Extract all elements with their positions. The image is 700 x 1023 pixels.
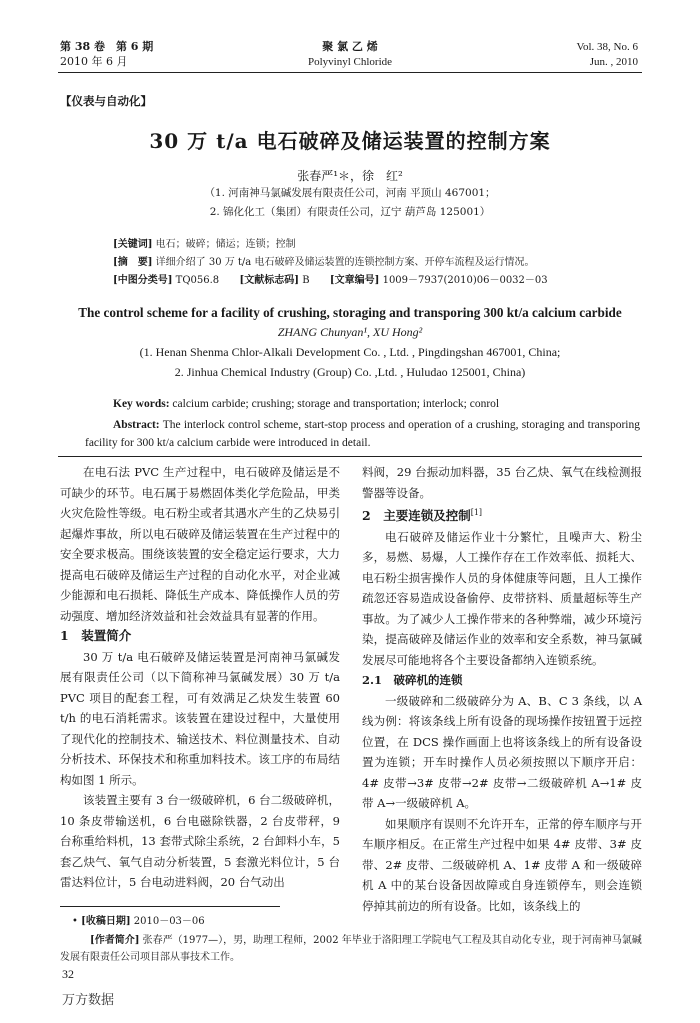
footnote-received (72, 914, 642, 929)
intro-paragraph: 在电石法 PVC 生产过程中，电石破碎及储运是不可缺少的环节。电石属于易燃固体类化学危险品，甲类火灾危险性等级。电石粉尘或者其遇水产生的乙炔易引起爆炸事故，所以电石破碎及储运装置在生产过程中的安全要求极高。围绕该装置的安全稳定运行要求，大力提高电石破碎及储运生产过程的自动化水平，对企业减少能源和电石损耗、降低生产成本、降低操作人员的劳动强度、增加经济效益和社会效益具有显著的作用。 (60, 465, 340, 623)
header-date-en: Jun. , 2010 (589, 56, 638, 68)
header-volume-en: Vol. 38, No. 6 (576, 41, 638, 53)
section-1-paragraph-1: 30 万 t/a 电石破碎及储运装置是河南神马氯碱发展有限责任公司（以下简称神马氯碱发展）30 万 t/a PVC 项目的配套工程，可有效满足乙炔发生装置 60 t/h 的电石消耗需求。该装置在建设过程中，大量使用了现代化的控制技术、输送技术、料位测量技术、自动分析技术、环保技术和称重加料技术。该工序的布局结构如图 1 所示。 (60, 649, 340, 787)
bio-text: 张春严（1977—），男，助理工程师，2002 年毕业于洛阳理工学院电气工程及其自动化专业，现于河南神马氯碱发展有限责任公司项目部从事技术工作。 (60, 935, 642, 963)
section-2-ref: [1] (470, 508, 483, 517)
affiliation-cn-2: 2. 锦化化工（集团）有限责任公司，辽宁 葫芦岛 125001） (209, 206, 491, 218)
subsection-2-1-paragraph-1: 一级破碎和二级破碎分为 A、B、C 3 条线，以 A 线为例：将该条线上所有设备的现场操作按钮置于远控位置，在 DCS 操作画面上也将该条线上的所有设备设置为连锁；开车时操作人员必须按照以下顺序开启：4# 皮带→3# 皮带→2# 皮带→二级破碎机 A→1# 皮带 A→一级破碎机 A。 (362, 693, 642, 811)
bio-label: [作者简介] (90, 935, 140, 946)
authors-en: ZHANG Chunyan¹, XU Hong² (277, 325, 423, 339)
header-volume-cn: 第 38 卷 第 6 期 (60, 40, 154, 53)
left-column (60, 462, 340, 893)
subsection-2-1-paragraph-2: 如果顺序有误则不允许开车，正常的停车顺序与开车顺序相反。在正常生产过程中如果 4# 皮带、3# 皮带、2# 皮带、二级破碎机 A、1# 皮带 A 和一级破碎机 A 中的某台设备因故障或自身连锁停车，则会连锁停掉其前边的所有设备。比如，该条线上的 (362, 816, 642, 913)
header-journal-en: Polyvinyl Chloride (307, 56, 393, 68)
page-number: 32 (62, 967, 74, 981)
title-en: The control scheme for a facility of crushing, storaging and transporing 300 kt/a calcium carbide (78, 305, 622, 320)
section-2-heading (362, 503, 642, 527)
abstract-en (85, 416, 640, 452)
keywords-cn (113, 237, 613, 252)
column-tag: 【仪表与自动化】 (60, 94, 152, 108)
articleno-label: [文章编号] (329, 275, 380, 286)
subsection-2-1-heading: 2.1 破碎机的连锁 (362, 673, 463, 688)
abstract-rule (58, 456, 642, 457)
clc-value: TQ056.8 (175, 275, 220, 286)
keywords-en-text: calcium carbide; crushing; storage and transportation; interlock; conrol (172, 398, 500, 410)
abstract-cn-label: [摘 要] (113, 257, 153, 268)
affiliation-en-2: 2. Jinhua Chemical Industry (Group) Co. ,Ltd. , Huludao 125001, China) (174, 365, 526, 379)
abstract-en-text: The interlock control scheme, start-stop process and operation of a crushing, storaging and transporing facility for 300 kt/a calcium carbide were introduced in detail. (85, 419, 641, 449)
keywords-en-label: Key words: (113, 398, 170, 410)
abstract-en-label: Abstract: (113, 419, 160, 431)
section-2-title: 2 主要连锁及控制 (362, 508, 471, 524)
right-column (362, 462, 642, 916)
keywords-cn-label: [关键词] (113, 239, 153, 250)
section-1-heading: 1 装置简介 (60, 628, 132, 643)
received-date: 2010－03－06 (133, 916, 205, 927)
keywords-en (113, 398, 653, 410)
clc-label: [中图分类号] (113, 275, 173, 286)
header-rule (58, 72, 642, 73)
header-date-cn: 2010 年 6 月 (60, 55, 128, 68)
bullet-icon: • (72, 916, 78, 927)
section-2-paragraph-1: 电石破碎及储运作业十分繁忙，且噪声大、粉尘多，易燃、易爆，人工操作存在工作效率低、损耗大、电石粉尘损害操作人员的身体健康等问题，且人工操作疏忽还容易造成设备偷停、皮带挤料、质量超标等生产事故。为了减少人工操作带来的各种弊端，减少环境污染，提高破碎及储运作业的效率和安全系数，神马氯碱发展尽可能地将各个主要设备都纳入连锁系统。 (362, 529, 642, 667)
affiliation-cn-1: （1. 河南神马氯碱发展有限责任公司，河南 平顶山 467001； (204, 187, 496, 199)
continued-paragraph: 料阀，29 台振动加料器，35 台乙炔、氧气在线检测报警器等设备。 (362, 465, 642, 500)
doccode-value: B (302, 275, 310, 286)
section-1-paragraph-2: 该装置主要有 3 台一级破碎机，6 台二级破碎机，10 条皮带输送机，6 台电磁除铁器，2 台皮带秤，9 台称重给料机，13 套带式除尘系统，2 台卸料小车，5 套乙炔气、氧气自动分析装置，5 套激光料位计，5 台雷达料位计，5 台电动进料阀，20 台气动出 (60, 793, 340, 889)
articleno-value: 1009－7937(2010)06－0032－03 (382, 275, 548, 286)
title-cn: 30 万 t/a 电石破碎及储运装置的控制方案 (149, 129, 551, 153)
abstract-cn (113, 255, 633, 270)
keywords-cn-text: 电石；破碎；储运；连锁；控制 (155, 239, 296, 250)
affiliation-en-1: (1. Henan Shenma Chlor-Alkali Development Co. , Ltd. , Pingdingshan 467001, China; (139, 345, 561, 359)
abstract-cn-text: 详细介绍了 30 万 t/a 电石破碎及储运装置的连锁控制方案、开停车流程及运行情况。 (155, 257, 535, 268)
received-label: [收稿日期] (81, 916, 131, 927)
authors-cn: 张春严¹＊，徐 红² (297, 169, 403, 183)
footnote-bio (60, 932, 642, 966)
classification-line (113, 273, 643, 288)
watermark: 万方数据 (62, 993, 115, 1008)
footnote-rule (60, 906, 280, 907)
header-journal-cn: 聚 氯 乙 烯 (322, 40, 378, 53)
doccode-label: [文献标志码] (239, 275, 299, 286)
